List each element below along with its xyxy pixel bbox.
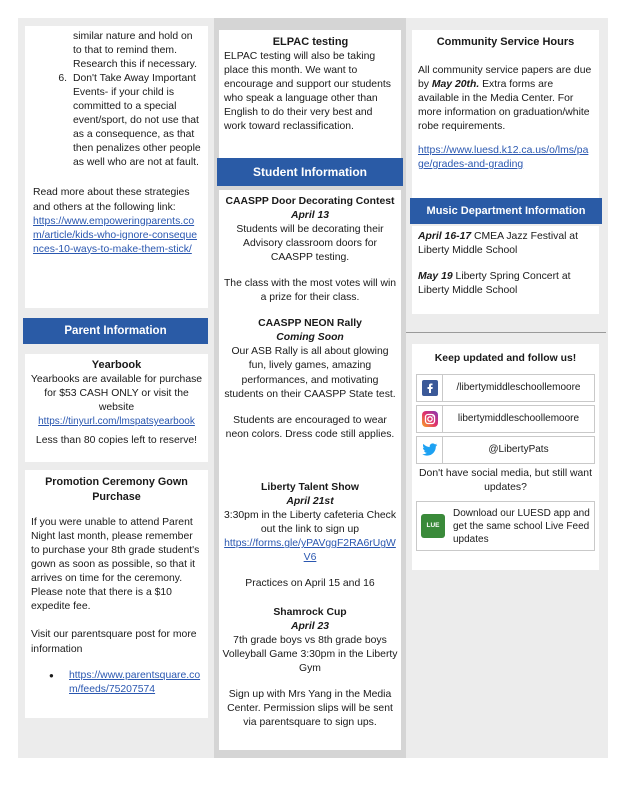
door-contest-date: April 13 xyxy=(290,210,330,222)
community-service-due: May 20th. xyxy=(431,78,480,90)
strategies-box xyxy=(25,26,208,308)
door-contest-prize: The class with the most votes will win a prize for their class. xyxy=(223,278,397,304)
parent-information-header: Parent Information xyxy=(23,318,208,344)
gown-link-item xyxy=(31,669,202,697)
gown-title: Promotion Ceremony Gown Purchase xyxy=(45,476,188,503)
shamrock-cup-box xyxy=(219,602,401,750)
middle-column xyxy=(214,18,406,758)
instagram-row[interactable] xyxy=(416,405,595,433)
neon-rally-text: Our ASB Rally is all about glowing fun, lively games, amazing performances, and motivating students on their CAASPP State test. xyxy=(224,346,396,400)
shamrock-signup: Sign up with Mrs Yang in the Media Center. Permission slips will be sent via parentsquare to sign ups. xyxy=(227,689,393,729)
music-department-header: Music Department Information xyxy=(410,198,602,224)
door-contest-title: CAASPP Door Decorating Contest xyxy=(225,196,395,207)
talent-signup-link[interactable]: https://forms.gle/yPAVggF2RA6rUgWV6 xyxy=(224,538,396,564)
facebook-icon xyxy=(417,375,443,401)
elpac-text: ELPAC testing will also be taking place this month. We want to encourage and support our students who speak a language other than English to do their very best and work toward reclassification. xyxy=(224,50,391,133)
twitter-handle: @LibertyPats xyxy=(488,444,549,456)
neon-rally-date: Coming Soon xyxy=(276,332,344,344)
yearbook-text: Yearbooks are available for purchase for $53 CASH ONLY or visit the website xyxy=(30,373,203,413)
elpac-box xyxy=(219,30,401,166)
neon-rally-title: CAASPP NEON Rally xyxy=(258,318,362,330)
gown-box xyxy=(25,470,208,718)
bullet-icon: ● xyxy=(49,670,54,680)
strategy-6-number: 6. xyxy=(58,73,67,85)
facebook-row[interactable] xyxy=(416,374,595,402)
left-column xyxy=(18,18,214,758)
strategy-6-item xyxy=(33,72,202,170)
talent-show-title: Liberty Talent Show xyxy=(261,482,359,493)
shamrock-title: Shamrock Cup xyxy=(273,607,347,618)
twitter-icon xyxy=(417,437,443,463)
gown-text: If you were unable to attend Parent Night last month, please remember to purchase your 8th grade student's gown as soon as possible, so that it arrives on time for the ceremony. Please note that there is a $10 expedite fee. xyxy=(31,517,200,613)
grades-grading-link[interactable]: https://www.luesd.k12.ca.us/o/lms/page/grades-and-grading xyxy=(418,145,589,171)
follow-us-title: Keep updated and follow us! xyxy=(434,353,577,364)
empowering-parents-link[interactable]: https://www.empoweringparents.com/article/kids-who-ignore-consequences-10-ways-to-make-them-stick/ xyxy=(33,215,198,255)
neon-rally-note: Students are encouraged to wear neon colors. Dress code still applies. xyxy=(225,414,395,440)
luesd-app-text: Download our LUESD app and get the same school Live Feed updates xyxy=(453,507,590,545)
talent-show-box xyxy=(219,476,401,608)
shamrock-text: 7th grade boys vs 8th grade boys Volleyball Game 3:30pm in the Liberty Gym xyxy=(222,635,398,675)
yearbook-link[interactable]: https://tinyurl.com/lmspatsyearbook xyxy=(38,415,195,427)
talent-show-practice: Practices on April 15 and 16 xyxy=(245,578,375,590)
shamrock-date: April 23 xyxy=(290,621,330,633)
yearbook-title: Yearbook xyxy=(91,359,142,371)
door-contest-text: Students will be decorating their Advisory classroom doors for CAASPP testing. xyxy=(236,224,384,264)
read-more-text: Read more about these strategies and others at the following link: xyxy=(33,187,190,213)
luesd-app-row[interactable] xyxy=(416,501,595,551)
music-event-2: May 19 Liberty Spring Concert at Liberty Middle School xyxy=(418,271,571,297)
music-event-1-date: April 16-17 xyxy=(418,231,472,242)
yearbook-box xyxy=(25,354,208,462)
strategy-6-text: Don't Take Away Important Events- if your child is committed to a special event/sport, do not use that as a consequence, as that then penalizes other people as well who are not at fault. xyxy=(73,73,201,169)
gown-visit-text: Visit our parentsquare post for more information xyxy=(31,629,197,655)
parentsquare-link[interactable]: https://www.parentsquare.com/feeds/75207574 xyxy=(69,669,201,695)
student-information-header: Student Information xyxy=(217,158,403,186)
caaspp-box xyxy=(219,190,401,490)
divider xyxy=(406,332,606,333)
follow-us-box xyxy=(412,344,599,570)
talent-show-text: 3:30pm in the Liberty cafeteria Check out the link to sign up xyxy=(223,510,397,536)
talent-show-date: April 21st xyxy=(286,496,334,508)
strategy-5-continued: similar nature and hold on to that to remind them. Research this if necessary. xyxy=(73,31,197,71)
instagram-handle: libertymiddleschoollemoore xyxy=(457,413,580,425)
community-service-box xyxy=(412,30,599,198)
elpac-title: ELPAC testing xyxy=(272,36,349,48)
instagram-icon xyxy=(417,406,443,432)
music-box xyxy=(412,226,599,314)
music-event-2-date: May 19 xyxy=(418,271,453,283)
music-event-1: April 16-17 CMEA Jazz Festival at Liberty Middle School xyxy=(418,231,578,257)
yearbook-note: Less than 80 copies left to reserve! xyxy=(35,435,198,447)
facebook-handle: /libertymiddleschoollemoore xyxy=(456,382,581,394)
community-service-text: All community service papers are due by May 20th. Extra forms are available in the Media Center. For more information on graduation/white robe requirements. xyxy=(418,64,592,133)
right-column xyxy=(406,18,608,758)
community-service-title: Community Service Hours xyxy=(436,36,575,48)
no-social-text: Don't have social media, but still want updates? xyxy=(419,468,592,494)
luesd-app-icon: LUE xyxy=(421,514,445,538)
twitter-row[interactable] xyxy=(416,436,595,464)
newsletter-page xyxy=(18,18,608,758)
